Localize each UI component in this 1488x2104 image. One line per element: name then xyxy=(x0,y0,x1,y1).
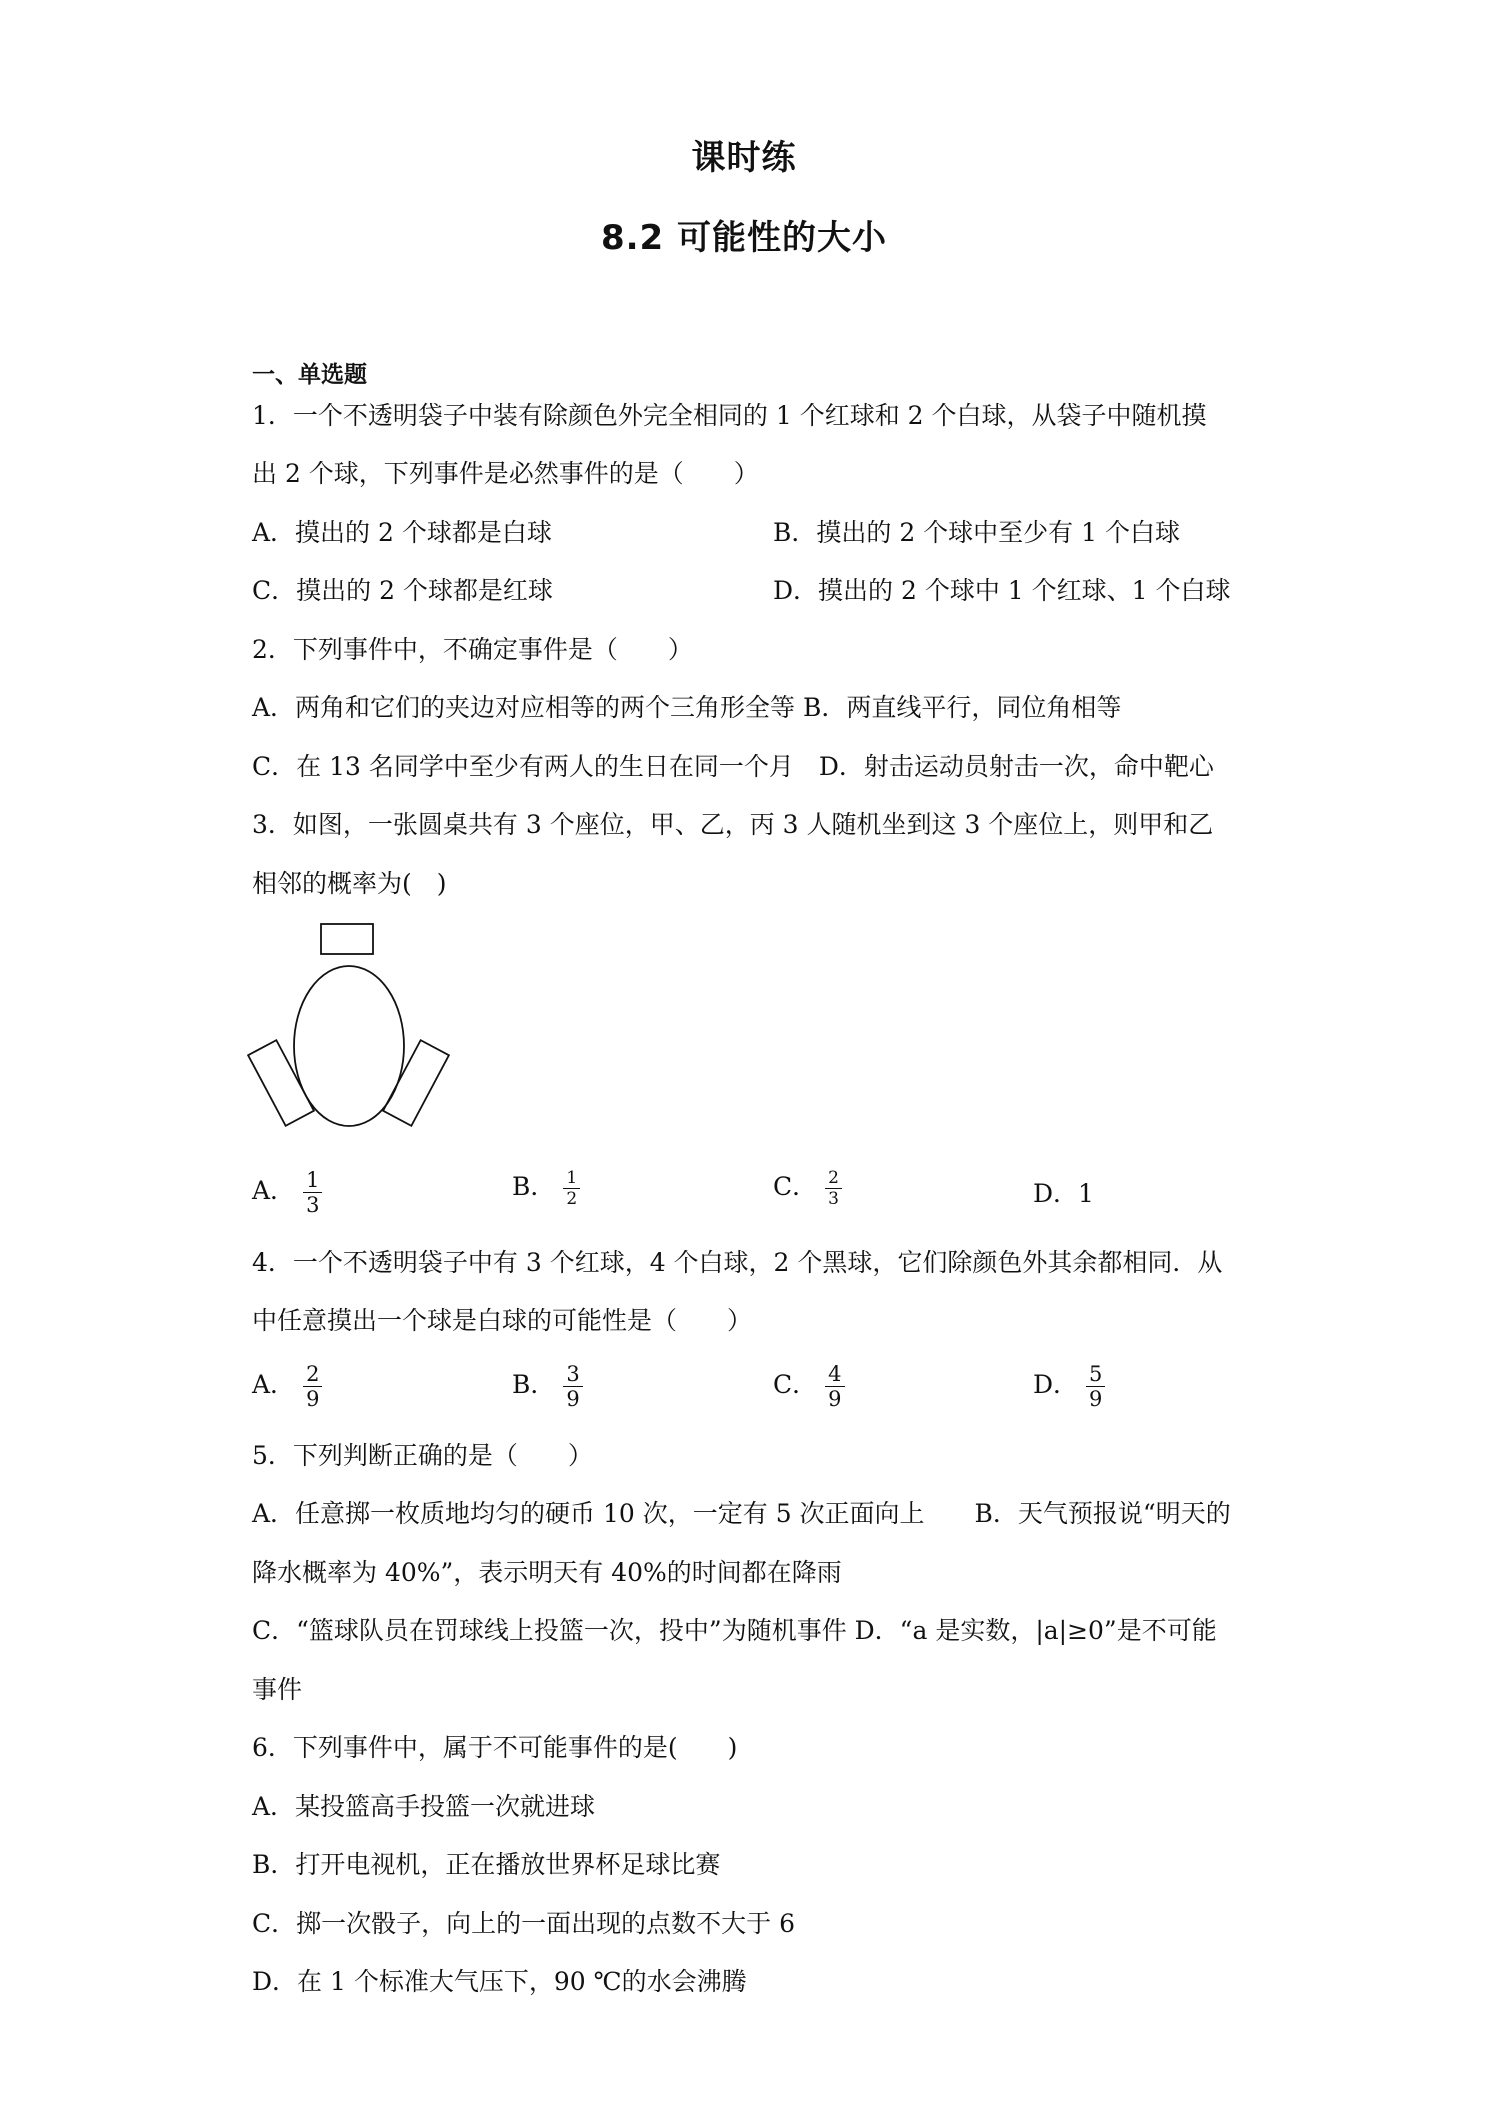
q3-option-d-label: D． xyxy=(1033,1179,1079,1208)
q5-stem: 5．下列判断正确的是（ ） xyxy=(252,1441,593,1470)
denominator: 9 xyxy=(566,1387,580,1411)
q2-stem: 2．下列事件中，不确定事件是（ ） xyxy=(252,635,693,664)
q4-option-c-label: C． xyxy=(773,1370,818,1399)
denominator: 9 xyxy=(1089,1387,1103,1411)
q4-option-a-fraction xyxy=(303,1362,322,1411)
q1-stem-line2: 出 2 个球，下列事件是必然事件的是（ ） xyxy=(252,459,759,488)
q2-options-cd: C．在 13 名同学中至少有两人的生日在同一个月 D．射击运动员射击一次，命中靶心 xyxy=(252,752,1214,781)
q3-option-a-fraction xyxy=(303,1168,322,1217)
seat-right xyxy=(383,1040,449,1126)
numerator: 2 xyxy=(825,1168,842,1189)
q3-option-c-fraction xyxy=(825,1168,842,1209)
worksheet-title: 课时练 xyxy=(691,138,797,178)
q1-option-c: C．摸出的 2 个球都是红球 xyxy=(252,576,553,605)
q5-options-ab-line1: A．任意掷一枚质地均匀的硬币 10 次，一定有 5 次正面向上 B．天气预报说“明天的 xyxy=(252,1499,1231,1528)
q3-option-b xyxy=(512,1168,580,1209)
q4-option-d xyxy=(1033,1362,1105,1411)
q4-option-d-fraction xyxy=(1086,1362,1105,1411)
q4-option-b-label: B． xyxy=(512,1370,556,1399)
section-heading: 一、单选题 xyxy=(252,362,367,388)
q3-option-c xyxy=(773,1168,842,1209)
q2-options-ab: A．两角和它们的夹边对应相等的两个三角形全等 B．两直线平行，同位角相等 xyxy=(252,693,1122,722)
q6-option-a: A．某投篮高手投篮一次就进球 xyxy=(252,1792,596,1821)
q4-stem-line2: 中任意摸出一个球是白球的可能性是（ ） xyxy=(252,1306,753,1335)
q4-option-b xyxy=(512,1362,583,1411)
denominator: 9 xyxy=(828,1387,842,1411)
numerator: 3 xyxy=(563,1362,582,1387)
seat-top xyxy=(321,924,373,954)
q3-option-c-label: C． xyxy=(773,1172,818,1201)
q3-option-a xyxy=(252,1168,322,1217)
denominator: 2 xyxy=(566,1189,578,1209)
denominator: 9 xyxy=(306,1387,320,1411)
q4-option-a-label: A． xyxy=(252,1370,296,1399)
q4-option-a xyxy=(252,1362,322,1411)
numerator: 1 xyxy=(563,1168,580,1189)
q1-option-b: B．摸出的 2 个球中至少有 1 个白球 xyxy=(773,518,1180,547)
q5-options-cd-line2: 事件 xyxy=(252,1675,303,1704)
q3-stem-line1: 3．如图，一张圆桌共有 3 个座位，甲、乙，丙 3 人随机坐到这 3 个座位上，则甲和乙 xyxy=(252,810,1214,839)
denominator: 3 xyxy=(828,1189,839,1209)
round-table-figure xyxy=(245,918,455,1148)
denominator: 3 xyxy=(306,1193,320,1217)
q4-option-c xyxy=(773,1362,845,1411)
q3-option-b-fraction xyxy=(563,1168,580,1209)
numerator: 1 xyxy=(303,1168,322,1193)
q4-option-b-fraction xyxy=(563,1362,582,1411)
q3-option-a-label: A． xyxy=(252,1176,296,1205)
q4-option-d-label: D． xyxy=(1033,1370,1079,1399)
q3-stem-line2: 相邻的概率为( ) xyxy=(252,869,447,898)
q6-option-b: B．打开电视机，正在播放世界杯足球比赛 xyxy=(252,1850,721,1879)
q5-options-cd-line1: C．“篮球队员在罚球线上投篮一次，投中”为随机事件 D．“a 是实数，|a|≥0”是不可能 xyxy=(252,1616,1217,1645)
numerator: 2 xyxy=(303,1362,322,1387)
q1-option-d: D．摸出的 2 个球中 1 个红球、1 个白球 xyxy=(773,576,1231,605)
q3-option-d-value: 1 xyxy=(1078,1179,1094,1208)
q3-option-d xyxy=(1033,1178,1094,1210)
numerator: 4 xyxy=(825,1362,844,1387)
q6-option-d: D．在 1 个标准大气压下，90 ℃的水会沸腾 xyxy=(252,1967,747,1996)
q4-stem-line1: 4．一个不透明袋子中有 3 个红球，4 个白球，2 个黑球，它们除颜色外其余都相同．从 xyxy=(252,1248,1223,1277)
q6-stem: 6．下列事件中，属于不可能事件的是( ) xyxy=(252,1733,738,1762)
lesson-title: 8.2 可能性的大小 xyxy=(600,218,888,258)
seat-left xyxy=(248,1040,314,1126)
q4-option-c-fraction xyxy=(825,1362,844,1411)
q5-options-ab-line2: 降水概率为 40%”，表示明天有 40%的时间都在降雨 xyxy=(252,1558,842,1587)
q3-option-b-label: B． xyxy=(512,1172,556,1201)
q6-option-c: C．掷一次骰子，向上的一面出现的点数不大于 6 xyxy=(252,1909,795,1938)
q1-stem-line1: 1．一个不透明袋子中装有除颜色外完全相同的 1 个红球和 2 个白球，从袋子中随机摸 xyxy=(252,401,1207,430)
q1-option-a: A．摸出的 2 个球都是白球 xyxy=(252,518,552,547)
numerator: 5 xyxy=(1086,1362,1105,1387)
